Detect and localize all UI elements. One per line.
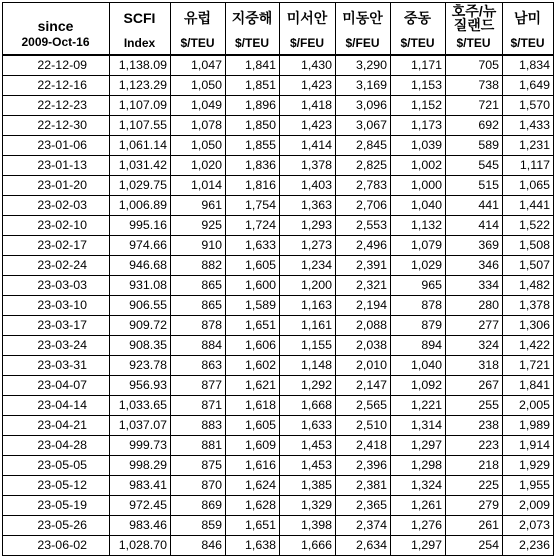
- cell-middle-east: 1,039: [391, 136, 446, 156]
- cell-south-america: 1,914: [503, 436, 554, 456]
- cell-mediterranean: 1,633: [226, 236, 280, 256]
- header-row-units: [3, 33, 554, 55]
- cell-us-east-coast: 2,845: [336, 136, 391, 156]
- cell-australia-nz: 261: [446, 516, 503, 536]
- cell-south-america: 1,841: [503, 376, 554, 396]
- cell-scfi: 931.08: [110, 276, 171, 296]
- cell-middle-east: 965: [391, 276, 446, 296]
- cell-australia-nz: 705: [446, 55, 503, 76]
- since-label: since: [3, 3, 110, 34]
- cell-scfi: 1,037.07: [110, 416, 171, 436]
- cell-us-east-coast: 2,365: [336, 496, 391, 516]
- cell-us-west-coast: 1,293: [280, 216, 336, 236]
- cell-date: 23-05-26: [3, 516, 110, 536]
- cell-us-east-coast: 2,147: [336, 376, 391, 396]
- unit-south-america: $/TEU: [503, 33, 554, 55]
- table-body: [3, 55, 554, 556]
- cell-us-east-coast: 2,783: [336, 176, 391, 196]
- cell-australia-nz: 414: [446, 216, 503, 236]
- cell-australia-nz: 223: [446, 436, 503, 456]
- cell-south-america: 1,117: [503, 156, 554, 176]
- cell-us-west-coast: 1,430: [280, 55, 336, 76]
- cell-mediterranean: 1,618: [226, 396, 280, 416]
- cell-date: 23-01-06: [3, 136, 110, 156]
- cell-mediterranean: 1,600: [226, 276, 280, 296]
- table-row: [3, 296, 554, 316]
- cell-us-east-coast: 2,510: [336, 416, 391, 436]
- cell-us-east-coast: 2,634: [336, 536, 391, 556]
- cell-middle-east: 879: [391, 316, 446, 336]
- cell-australia-nz: 279: [446, 496, 503, 516]
- cell-south-america: 1,507: [503, 256, 554, 276]
- cell-south-america: 1,378: [503, 296, 554, 316]
- cell-middle-east: 1,079: [391, 236, 446, 256]
- cell-date: 23-05-19: [3, 496, 110, 516]
- cell-australia-nz: 267: [446, 376, 503, 396]
- cell-us-east-coast: 2,418: [336, 436, 391, 456]
- cell-scfi: 1,028.70: [110, 536, 171, 556]
- cell-us-east-coast: 2,496: [336, 236, 391, 256]
- cell-europe: 875: [171, 456, 226, 476]
- cell-europe: 869: [171, 496, 226, 516]
- cell-scfi: 999.73: [110, 436, 171, 456]
- cell-europe: 865: [171, 276, 226, 296]
- cell-scfi: 1,138.09: [110, 55, 171, 76]
- cell-europe: 877: [171, 376, 226, 396]
- cell-south-america: 1,522: [503, 216, 554, 236]
- unit-middle-east: $/TEU: [391, 33, 446, 55]
- cell-date: 23-05-05: [3, 456, 110, 476]
- cell-middle-east: 1,152: [391, 96, 446, 116]
- cell-scfi: 909.72: [110, 316, 171, 336]
- cell-mediterranean: 1,605: [226, 256, 280, 276]
- cell-mediterranean: 1,850: [226, 116, 280, 136]
- cell-us-west-coast: 1,363: [280, 196, 336, 216]
- cell-us-west-coast: 1,453: [280, 436, 336, 456]
- cell-middle-east: 1,000: [391, 176, 446, 196]
- cell-us-east-coast: 2,010: [336, 356, 391, 376]
- cell-south-america: 1,955: [503, 476, 554, 496]
- cell-australia-nz: 280: [446, 296, 503, 316]
- cell-us-east-coast: 2,194: [336, 296, 391, 316]
- cell-date: 22-12-30: [3, 116, 110, 136]
- cell-middle-east: 878: [391, 296, 446, 316]
- cell-us-west-coast: 1,403: [280, 176, 336, 196]
- cell-mediterranean: 1,836: [226, 156, 280, 176]
- cell-us-west-coast: 1,423: [280, 116, 336, 136]
- cell-mediterranean: 1,616: [226, 456, 280, 476]
- cell-australia-nz: 346: [446, 256, 503, 276]
- table-row: [3, 76, 554, 96]
- cell-australia-nz: 277: [446, 316, 503, 336]
- cell-australia-nz: 589: [446, 136, 503, 156]
- cell-us-west-coast: 1,148: [280, 356, 336, 376]
- cell-date: 23-02-17: [3, 236, 110, 256]
- col-header-south-america: 남미: [503, 3, 554, 34]
- cell-scfi: 995.16: [110, 216, 171, 236]
- cell-europe: 961: [171, 196, 226, 216]
- cell-south-america: 1,306: [503, 316, 554, 336]
- cell-us-west-coast: 1,633: [280, 416, 336, 436]
- cell-us-east-coast: 3,290: [336, 55, 391, 76]
- cell-middle-east: 1,029: [391, 256, 446, 276]
- cell-australia-nz: 324: [446, 336, 503, 356]
- cell-us-west-coast: 1,385: [280, 476, 336, 496]
- cell-europe: 910: [171, 236, 226, 256]
- cell-us-east-coast: 2,565: [336, 396, 391, 416]
- cell-mediterranean: 1,816: [226, 176, 280, 196]
- cell-europe: 882: [171, 256, 226, 276]
- cell-south-america: 2,009: [503, 496, 554, 516]
- cell-middle-east: 894: [391, 336, 446, 356]
- cell-mediterranean: 1,605: [226, 416, 280, 436]
- unit-scfi: Index: [110, 33, 171, 55]
- cell-middle-east: 1,297: [391, 536, 446, 556]
- cell-middle-east: 1,297: [391, 436, 446, 456]
- table-row: [3, 376, 554, 396]
- cell-mediterranean: 1,638: [226, 536, 280, 556]
- cell-date: 23-03-17: [3, 316, 110, 336]
- cell-us-east-coast: 2,374: [336, 516, 391, 536]
- cell-australia-nz: 721: [446, 96, 503, 116]
- cell-south-america: 1,231: [503, 136, 554, 156]
- cell-south-america: 1,649: [503, 76, 554, 96]
- cell-us-west-coast: 1,163: [280, 296, 336, 316]
- cell-australia-nz: 545: [446, 156, 503, 176]
- col-header-mediterranean: 지중해: [226, 3, 280, 34]
- cell-middle-east: 1,002: [391, 156, 446, 176]
- cell-scfi: 1,029.75: [110, 176, 171, 196]
- cell-europe: 859: [171, 516, 226, 536]
- header-row-names: [3, 3, 554, 34]
- cell-scfi: 1,061.14: [110, 136, 171, 156]
- table-row: [3, 496, 554, 516]
- cell-us-east-coast: 2,706: [336, 196, 391, 216]
- cell-scfi: 974.66: [110, 236, 171, 256]
- cell-middle-east: 1,173: [391, 116, 446, 136]
- col-header-middle-east: 중동: [391, 3, 446, 34]
- table-row: [3, 276, 554, 296]
- cell-us-west-coast: 1,378: [280, 156, 336, 176]
- cell-middle-east: 1,132: [391, 216, 446, 236]
- col-header-us-east-coast: 미동안: [336, 3, 391, 34]
- cell-middle-east: 1,153: [391, 76, 446, 96]
- cell-europe: 1,020: [171, 156, 226, 176]
- cell-europe: 925: [171, 216, 226, 236]
- cell-europe: 883: [171, 416, 226, 436]
- col-header-scfi: SCFI: [110, 3, 171, 34]
- since-date: 2009-Oct-16: [3, 33, 110, 55]
- cell-middle-east: 1,298: [391, 456, 446, 476]
- cell-us-east-coast: 2,088: [336, 316, 391, 336]
- cell-europe: 1,050: [171, 136, 226, 156]
- cell-south-america: 1,929: [503, 456, 554, 476]
- cell-europe: 881: [171, 436, 226, 456]
- table-row: [3, 156, 554, 176]
- cell-date: 23-01-13: [3, 156, 110, 176]
- table-row: [3, 516, 554, 536]
- cell-us-east-coast: 2,381: [336, 476, 391, 496]
- cell-us-west-coast: 1,200: [280, 276, 336, 296]
- cell-scfi: 906.55: [110, 296, 171, 316]
- cell-australia-nz: 692: [446, 116, 503, 136]
- cell-europe: 846: [171, 536, 226, 556]
- cell-middle-east: 1,261: [391, 496, 446, 516]
- cell-us-west-coast: 1,423: [280, 76, 336, 96]
- cell-us-west-coast: 1,453: [280, 456, 336, 476]
- cell-australia-nz: 225: [446, 476, 503, 496]
- cell-date: 23-03-03: [3, 276, 110, 296]
- table-row: [3, 216, 554, 236]
- cell-date: 23-04-14: [3, 396, 110, 416]
- cell-europe: 1,049: [171, 96, 226, 116]
- cell-europe: 863: [171, 356, 226, 376]
- cell-australia-nz: 369: [446, 236, 503, 256]
- cell-south-america: 1,482: [503, 276, 554, 296]
- cell-date: 23-04-07: [3, 376, 110, 396]
- cell-us-east-coast: 2,391: [336, 256, 391, 276]
- unit-us-east-coast: $/FEU: [336, 33, 391, 55]
- cell-date: 23-05-12: [3, 476, 110, 496]
- cell-middle-east: 1,171: [391, 55, 446, 76]
- col-header-australia-nz: 호주/뉴질랜드: [446, 3, 503, 34]
- cell-europe: 1,014: [171, 176, 226, 196]
- cell-date: 23-02-03: [3, 196, 110, 216]
- cell-scfi: 983.46: [110, 516, 171, 536]
- cell-mediterranean: 1,851: [226, 76, 280, 96]
- cell-date: 23-04-21: [3, 416, 110, 436]
- cell-scfi: 972.45: [110, 496, 171, 516]
- cell-mediterranean: 1,609: [226, 436, 280, 456]
- table-row: [3, 356, 554, 376]
- cell-middle-east: 1,092: [391, 376, 446, 396]
- col-header-us-west-coast: 미서안: [280, 3, 336, 34]
- cell-europe: 865: [171, 296, 226, 316]
- cell-mediterranean: 1,589: [226, 296, 280, 316]
- cell-us-east-coast: 3,169: [336, 76, 391, 96]
- cell-date: 23-03-24: [3, 336, 110, 356]
- cell-middle-east: 1,324: [391, 476, 446, 496]
- cell-mediterranean: 1,606: [226, 336, 280, 356]
- cell-middle-east: 1,040: [391, 356, 446, 376]
- cell-australia-nz: 515: [446, 176, 503, 196]
- cell-middle-east: 1,314: [391, 416, 446, 436]
- table-row: [3, 476, 554, 496]
- cell-scfi: 1,033.65: [110, 396, 171, 416]
- cell-us-west-coast: 1,273: [280, 236, 336, 256]
- cell-mediterranean: 1,896: [226, 96, 280, 116]
- cell-south-america: 1,441: [503, 196, 554, 216]
- cell-mediterranean: 1,724: [226, 216, 280, 236]
- cell-europe: 871: [171, 396, 226, 416]
- cell-middle-east: 1,221: [391, 396, 446, 416]
- cell-mediterranean: 1,754: [226, 196, 280, 216]
- unit-mediterranean: $/TEU: [226, 33, 280, 55]
- cell-mediterranean: 1,651: [226, 316, 280, 336]
- table-row: [3, 176, 554, 196]
- cell-scfi: 956.93: [110, 376, 171, 396]
- cell-scfi: 983.41: [110, 476, 171, 496]
- cell-us-west-coast: 1,234: [280, 256, 336, 276]
- cell-europe: 1,050: [171, 76, 226, 96]
- table-row: [3, 456, 554, 476]
- cell-australia-nz: 255: [446, 396, 503, 416]
- table-row: [3, 396, 554, 416]
- cell-mediterranean: 1,628: [226, 496, 280, 516]
- cell-date: 22-12-09: [3, 55, 110, 76]
- cell-scfi: 1,031.42: [110, 156, 171, 176]
- cell-scfi: 923.78: [110, 356, 171, 376]
- cell-us-east-coast: 2,321: [336, 276, 391, 296]
- table-row: [3, 436, 554, 456]
- cell-us-west-coast: 1,292: [280, 376, 336, 396]
- cell-date: 23-03-10: [3, 296, 110, 316]
- cell-south-america: 1,422: [503, 336, 554, 356]
- scfi-freight-table: [2, 2, 554, 556]
- cell-us-west-coast: 1,668: [280, 396, 336, 416]
- cell-europe: 878: [171, 316, 226, 336]
- table-row: [3, 316, 554, 336]
- cell-europe: 1,078: [171, 116, 226, 136]
- cell-date: 23-04-28: [3, 436, 110, 456]
- table-row: [3, 196, 554, 216]
- cell-us-east-coast: 2,038: [336, 336, 391, 356]
- cell-south-america: 2,073: [503, 516, 554, 536]
- cell-mediterranean: 1,621: [226, 376, 280, 396]
- cell-us-west-coast: 1,398: [280, 516, 336, 536]
- cell-europe: 1,047: [171, 55, 226, 76]
- cell-australia-nz: 738: [446, 76, 503, 96]
- table-row: [3, 55, 554, 76]
- cell-australia-nz: 318: [446, 356, 503, 376]
- cell-south-america: 1,433: [503, 116, 554, 136]
- table-row: [3, 236, 554, 256]
- cell-us-east-coast: 2,553: [336, 216, 391, 236]
- table-row: [3, 116, 554, 136]
- cell-scfi: 1,123.29: [110, 76, 171, 96]
- cell-south-america: 1,834: [503, 55, 554, 76]
- cell-date: 23-03-31: [3, 356, 110, 376]
- col-header-europe: 유럽: [171, 3, 226, 34]
- cell-scfi: 1,107.09: [110, 96, 171, 116]
- cell-europe: 870: [171, 476, 226, 496]
- cell-south-america: 2,005: [503, 396, 554, 416]
- cell-date: 22-12-23: [3, 96, 110, 116]
- cell-scfi: 908.35: [110, 336, 171, 356]
- table-row: [3, 336, 554, 356]
- cell-australia-nz: 441: [446, 196, 503, 216]
- cell-date: 22-12-16: [3, 76, 110, 96]
- cell-scfi: 1,006.89: [110, 196, 171, 216]
- cell-south-america: 1,570: [503, 96, 554, 116]
- cell-mediterranean: 1,855: [226, 136, 280, 156]
- cell-us-east-coast: 3,067: [336, 116, 391, 136]
- cell-scfi: 998.29: [110, 456, 171, 476]
- cell-australia-nz: 254: [446, 536, 503, 556]
- cell-mediterranean: 1,841: [226, 55, 280, 76]
- unit-europe: $/TEU: [171, 33, 226, 55]
- cell-us-west-coast: 1,414: [280, 136, 336, 156]
- cell-australia-nz: 218: [446, 456, 503, 476]
- cell-us-east-coast: 2,825: [336, 156, 391, 176]
- cell-date: 23-02-10: [3, 216, 110, 236]
- cell-middle-east: 1,276: [391, 516, 446, 536]
- cell-south-america: 2,236: [503, 536, 554, 556]
- cell-us-west-coast: 1,666: [280, 536, 336, 556]
- cell-us-west-coast: 1,329: [280, 496, 336, 516]
- cell-south-america: 1,508: [503, 236, 554, 256]
- table-row: [3, 96, 554, 116]
- cell-scfi: 946.68: [110, 256, 171, 276]
- table-row: [3, 536, 554, 556]
- cell-mediterranean: 1,602: [226, 356, 280, 376]
- cell-us-west-coast: 1,161: [280, 316, 336, 336]
- cell-us-east-coast: 3,096: [336, 96, 391, 116]
- cell-south-america: 1,989: [503, 416, 554, 436]
- cell-date: 23-01-20: [3, 176, 110, 196]
- cell-scfi: 1,107.55: [110, 116, 171, 136]
- cell-australia-nz: 334: [446, 276, 503, 296]
- unit-australia-nz: $/TEU: [446, 33, 503, 55]
- cell-date: 23-02-24: [3, 256, 110, 276]
- table-row: [3, 416, 554, 436]
- unit-us-west-coast: $/FEU: [280, 33, 336, 55]
- cell-us-west-coast: 1,418: [280, 96, 336, 116]
- cell-europe: 884: [171, 336, 226, 356]
- table-row: [3, 136, 554, 156]
- cell-middle-east: 1,040: [391, 196, 446, 216]
- cell-mediterranean: 1,651: [226, 516, 280, 536]
- cell-south-america: 1,065: [503, 176, 554, 196]
- cell-date: 23-06-02: [3, 536, 110, 556]
- table-row: [3, 256, 554, 276]
- cell-australia-nz: 238: [446, 416, 503, 436]
- cell-south-america: 1,721: [503, 356, 554, 376]
- cell-us-west-coast: 1,155: [280, 336, 336, 356]
- cell-us-east-coast: 2,396: [336, 456, 391, 476]
- cell-mediterranean: 1,624: [226, 476, 280, 496]
